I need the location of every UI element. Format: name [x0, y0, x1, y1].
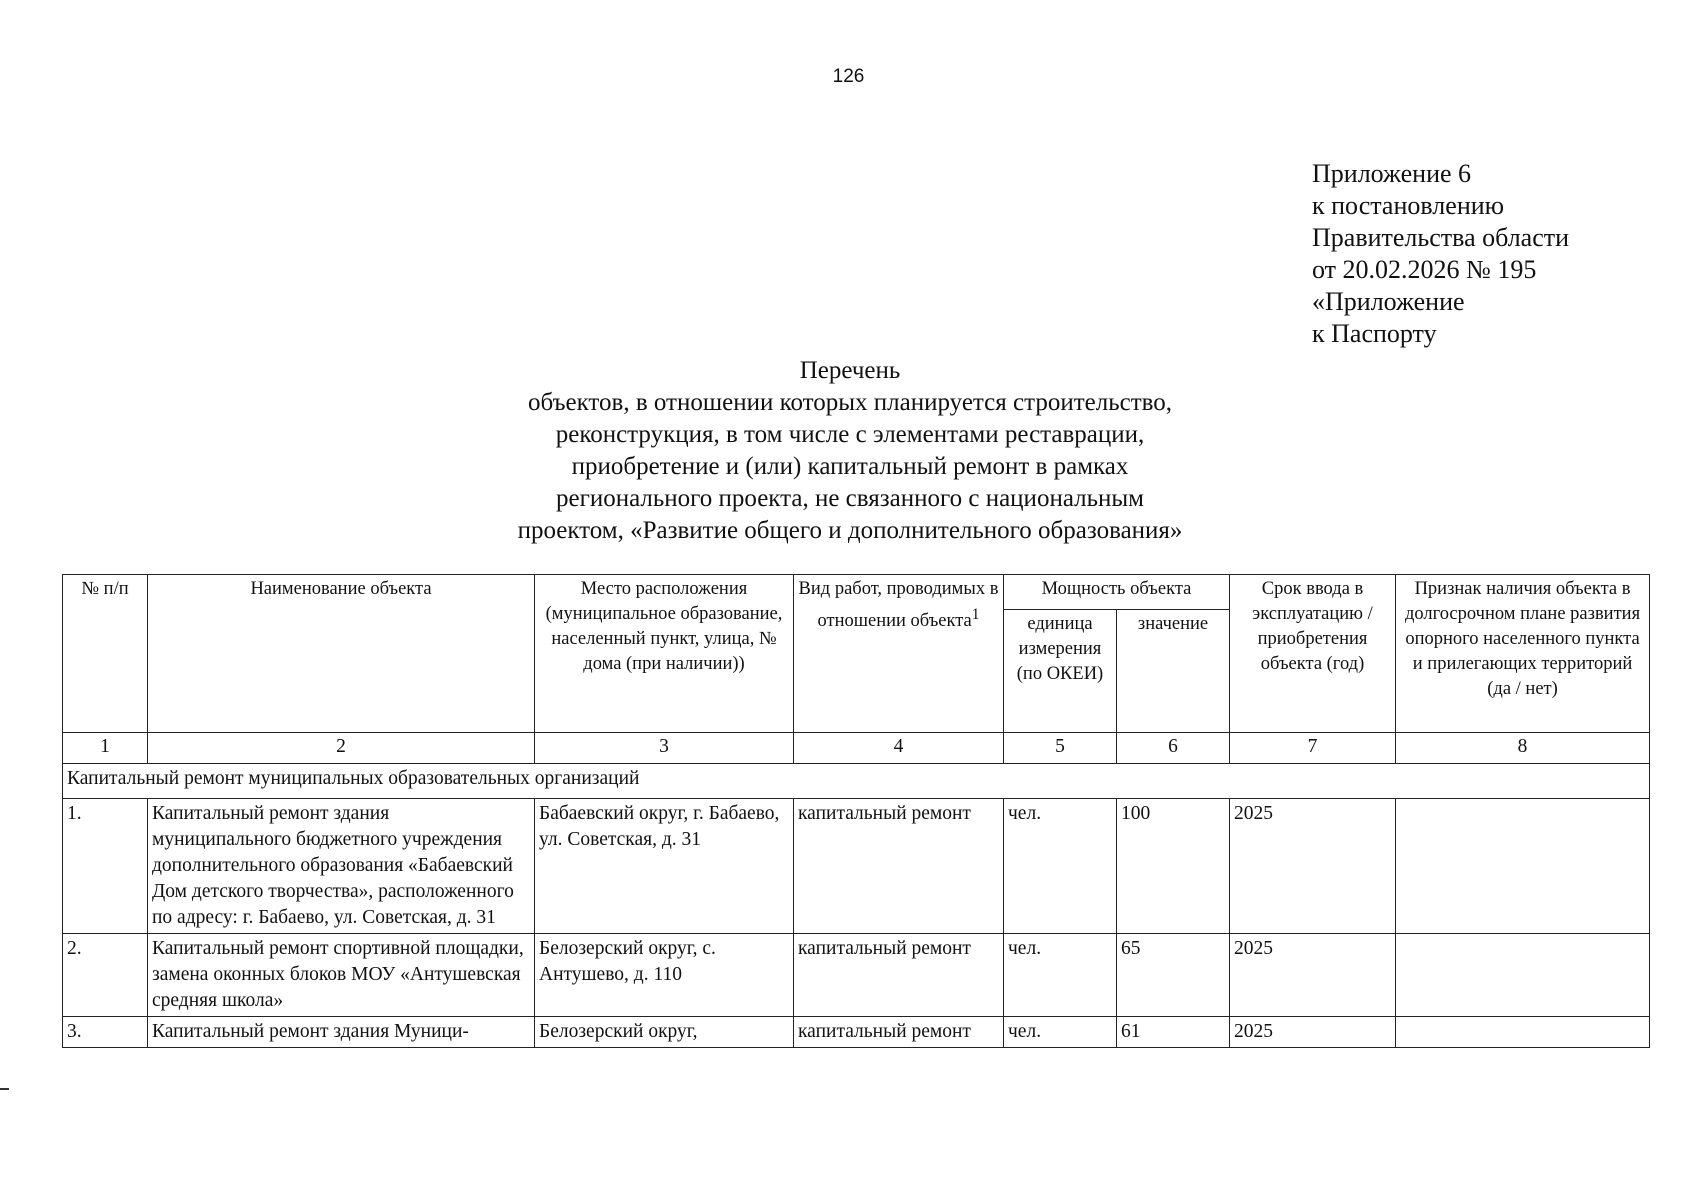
column-number: 7 — [1230, 733, 1396, 764]
column-number: 3 — [535, 733, 794, 764]
header-object-name: Наименование объекта — [148, 575, 535, 733]
appendix-line: к постановлению — [1312, 191, 1505, 220]
object-location: Бабаевский округ, г. Бабаево, ул. Советская, д. 31 — [535, 799, 794, 934]
table-row — [63, 934, 1650, 1017]
plan-flag — [1396, 934, 1650, 1017]
column-numbers-row — [63, 733, 1650, 764]
work-type: капитальный ремонт — [794, 934, 1004, 1017]
year: 2025 — [1230, 1017, 1396, 1048]
header-plan-flag: Признак наличия объекта в долгосрочном плане развития опорного населенного пункта и прилегающих территорий (да / нет) — [1396, 575, 1650, 733]
title-line: приобретение и (или) капитальный ремонт в рамках — [571, 453, 1129, 480]
column-number: 1 — [63, 733, 148, 764]
unit: чел. — [1004, 1017, 1117, 1048]
year: 2025 — [1230, 799, 1396, 934]
column-number: 8 — [1396, 733, 1650, 764]
objects-table — [62, 574, 1650, 1048]
unit: чел. — [1004, 934, 1117, 1017]
appendix-line: к Паспорту — [1312, 319, 1437, 348]
object-location: Белозерский округ, — [535, 1017, 794, 1048]
plan-flag — [1396, 1017, 1650, 1048]
header-unit: единица измерения (по ОКЕИ) — [1004, 610, 1117, 733]
document-title — [440, 355, 1260, 547]
page-number: 126 — [832, 66, 865, 87]
table-row — [63, 799, 1650, 934]
appendix-line: Правительства области — [1312, 223, 1570, 252]
year: 2025 — [1230, 934, 1396, 1017]
column-number: 5 — [1004, 733, 1117, 764]
plan-flag — [1396, 799, 1650, 934]
header-capacity: Мощность объекта — [1004, 575, 1230, 610]
appendix-block — [1312, 158, 1672, 350]
column-number: 4 — [794, 733, 1004, 764]
appendix-line: от 20.02.2026 № 195 — [1312, 255, 1537, 284]
header-location: Место расположения (муниципальное образование, населенный пункт, улица, № дома (при наличии)) — [535, 575, 794, 733]
margin-tick — [0, 1088, 9, 1090]
unit: чел. — [1004, 799, 1117, 934]
work-type: капитальный ремонт — [794, 1017, 1004, 1048]
section-title: Капитальный ремонт муниципальных образовательных организаций — [63, 764, 1650, 799]
header-value: значение — [1117, 610, 1230, 733]
object-name: Капитальный ремонт здания Муници- — [148, 1017, 535, 1048]
work-type: капитальный ремонт — [794, 799, 1004, 934]
row-number: 2. — [63, 934, 148, 1017]
title-line: реконструкция, в том числе с элементами реставрации, — [555, 421, 1145, 448]
section-row — [63, 764, 1650, 799]
value: 100 — [1117, 799, 1230, 934]
footnote-marker: 1 — [971, 606, 980, 623]
header-work-type-text: Вид работ, проводимых в отношении объекта — [798, 579, 999, 632]
column-number: 6 — [1117, 733, 1230, 764]
title-line: Перечень — [799, 357, 901, 384]
appendix-line: «Приложение — [1312, 287, 1465, 316]
row-number: 1. — [63, 799, 148, 934]
title-line: проектом, «Развитие общего и дополнительного образования» — [517, 517, 1183, 544]
object-location: Белозерский округ, с. Антушево, д. 110 — [535, 934, 794, 1017]
value: 61 — [1117, 1017, 1230, 1048]
value: 65 — [1117, 934, 1230, 1017]
table-row — [63, 1017, 1650, 1048]
header-work-type — [794, 575, 1004, 733]
appendix-line: Приложение 6 — [1312, 159, 1472, 188]
title-line: объектов, в отношении которых планируется строительство, — [527, 389, 1173, 416]
header-number: № п/п — [63, 575, 148, 733]
row-number: 3. — [63, 1017, 148, 1048]
column-number: 2 — [148, 733, 535, 764]
title-line: регионального проекта, не связанного с национальным — [555, 485, 1145, 512]
object-name: Капитальный ремонт здания муниципального бюджетного учреждения дополнительного образования «Бабаевский Дом детского творчества», расположенного по адресу: г. Бабаево, ул. Советская, д. 31 — [148, 799, 535, 934]
object-name: Капитальный ремонт спортивной площадки, замена оконных блоков МОУ «Антушевская средняя школа» — [148, 934, 535, 1017]
header-commissioning-year: Срок ввода в эксплуатацию / приобретения объекта (год) — [1230, 575, 1396, 733]
